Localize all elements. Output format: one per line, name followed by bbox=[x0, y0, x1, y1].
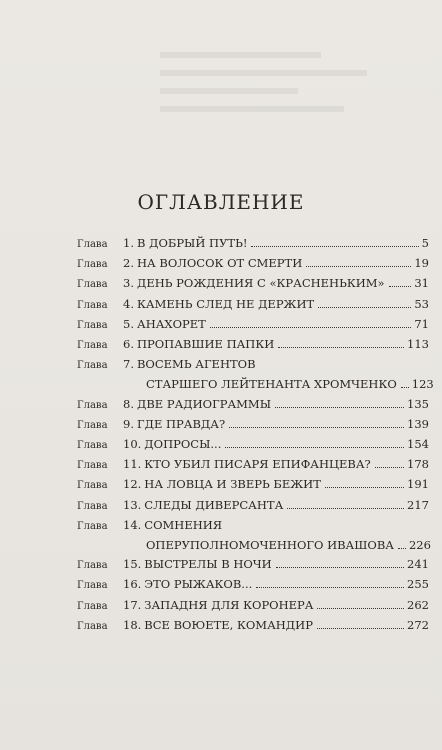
dot-leader bbox=[317, 608, 404, 609]
chapter-number: 12. bbox=[123, 477, 142, 492]
toc-entry bbox=[77, 575, 429, 595]
toc-entry bbox=[77, 475, 429, 495]
chapter-number: 6. bbox=[123, 337, 134, 352]
chapter-label: Глава bbox=[77, 239, 108, 250]
page-number: 123 bbox=[411, 377, 434, 392]
chapter-title: АНАХОРЕТ bbox=[136, 316, 206, 331]
chapter-label: Глава bbox=[77, 460, 108, 472]
chapter-number: 8. bbox=[123, 396, 134, 411]
chapter-number: 13. bbox=[123, 497, 142, 512]
chapter-number: 5. bbox=[123, 316, 134, 331]
dot-leader bbox=[229, 427, 404, 428]
chapter-title: ВСЕ ВОЮЕТЕ, КОМАНДИР bbox=[144, 617, 313, 632]
table-of-contents bbox=[77, 234, 434, 636]
chapter-number: 4. bbox=[123, 296, 134, 311]
dot-leader bbox=[375, 467, 404, 468]
chapter-label: Глава bbox=[77, 500, 108, 512]
page-title: ОГЛАВЛЕНИЕ bbox=[137, 190, 305, 214]
toc-entry bbox=[77, 496, 429, 516]
chapter-title: СОМНЕНИЯ bbox=[144, 517, 223, 532]
toc-entry bbox=[77, 516, 429, 555]
dot-leader bbox=[389, 286, 412, 287]
chapter-number: 16. bbox=[123, 577, 142, 592]
toc-entry bbox=[77, 455, 429, 475]
chapter-label: Глава bbox=[77, 340, 108, 352]
page-number: 31 bbox=[414, 276, 429, 291]
page-number: 154 bbox=[407, 437, 429, 452]
chapter-title: ДВЕ РАДИОГРАММЫ bbox=[136, 396, 272, 411]
page-number: 272 bbox=[407, 617, 429, 632]
toc-entry bbox=[77, 616, 429, 636]
toc-entry bbox=[77, 295, 429, 315]
page-number: 53 bbox=[414, 296, 429, 311]
chapter-label: Глава bbox=[77, 419, 108, 431]
dot-leader bbox=[325, 487, 404, 488]
chapter-number: 1. bbox=[123, 236, 134, 250]
dot-leader bbox=[398, 548, 406, 549]
chapter-title: КАМЕНЬ СЛЕД НЕ ДЕРЖИТ bbox=[136, 296, 315, 311]
chapter-number: 9. bbox=[123, 416, 134, 431]
chapter-title: ЗАПАДНЯ ДЛЯ КОРОНЕРА bbox=[144, 597, 314, 612]
chapter-number: 3. bbox=[123, 276, 134, 291]
chapter-title: ДОПРОСЫ... bbox=[144, 437, 222, 452]
toc-entry bbox=[77, 355, 434, 394]
dot-leader bbox=[401, 387, 409, 388]
chapter-title: СЛЕДЫ ДИВЕРСАНТА bbox=[144, 497, 284, 512]
page-number: 241 bbox=[407, 557, 429, 572]
toc-entry bbox=[77, 274, 429, 294]
chapter-title-continued: ОПЕРУПОЛНОМОЧЕННОГО ИВАШОВА bbox=[146, 538, 394, 553]
chapter-label: Глава bbox=[77, 259, 108, 271]
chapter-number: 10. bbox=[123, 437, 142, 452]
toc-entry bbox=[77, 234, 429, 254]
chapter-label: Глава bbox=[77, 560, 108, 572]
toc-entry bbox=[77, 254, 429, 274]
page-number: 19 bbox=[414, 256, 429, 271]
dot-leader bbox=[251, 246, 418, 247]
chapter-number: 15. bbox=[123, 557, 142, 572]
page-number: 71 bbox=[414, 316, 429, 331]
chapter-title: ВЫСТРЕЛЫ В НОЧИ bbox=[144, 557, 272, 572]
chapter-label: Глава bbox=[77, 620, 108, 632]
page-number: 255 bbox=[407, 577, 429, 592]
page-number: 5 bbox=[421, 236, 429, 250]
toc-entry bbox=[77, 395, 429, 415]
chapter-label: Глава bbox=[77, 319, 108, 331]
page-number: 191 bbox=[407, 477, 429, 492]
page-number: 139 bbox=[407, 416, 429, 431]
chapter-label: Глава bbox=[77, 520, 108, 532]
page-number: 226 bbox=[408, 538, 431, 553]
dot-leader bbox=[278, 347, 404, 348]
chapter-label: Глава bbox=[77, 580, 108, 592]
chapter-label: Глава bbox=[77, 279, 108, 291]
chapter-label: Глава bbox=[77, 440, 108, 452]
dot-leader bbox=[210, 327, 412, 328]
chapter-title: ПРОПАВШИЕ ПАПКИ bbox=[136, 337, 275, 352]
page-number: 178 bbox=[407, 457, 429, 472]
chapter-number: 17. bbox=[123, 597, 142, 612]
toc-entry bbox=[77, 435, 429, 455]
chapter-title: НА ВОЛОСОК ОТ СМЕРТИ bbox=[136, 256, 303, 271]
chapter-title: ЭТО РЫЖАКОВ... bbox=[144, 577, 253, 592]
chapter-title: В ДОБРЫЙ ПУТЬ! bbox=[136, 236, 248, 250]
chapter-title: НА ЛОВЦА И ЗВЕРЬ БЕЖИТ bbox=[144, 477, 321, 492]
chapter-number: 11. bbox=[123, 457, 142, 472]
chapter-title: ВОСЕМЬ АГЕНТОВ bbox=[136, 357, 256, 372]
chapter-title: КТО УБИЛ ПИСАРЯ ЕПИФАНЦЕВА? bbox=[144, 457, 371, 472]
toc-entry bbox=[77, 315, 429, 335]
bleed-through-text bbox=[160, 40, 390, 170]
chapter-title: ГДЕ ПРАВДА? bbox=[136, 416, 226, 431]
chapter-label: Глава bbox=[77, 480, 108, 492]
chapter-title: ДЕНЬ РОЖДЕНИЯ С «КРАСНЕНЬКИМ» bbox=[136, 276, 385, 291]
chapter-label: Глава bbox=[77, 299, 108, 311]
chapter-number: 14. bbox=[123, 517, 142, 532]
chapter-number: 7. bbox=[123, 357, 134, 372]
page-number: 262 bbox=[407, 597, 429, 612]
chapter-number: 18. bbox=[123, 617, 142, 632]
dot-leader bbox=[306, 266, 411, 267]
page-number: 113 bbox=[407, 337, 429, 352]
chapter-label: Глава bbox=[77, 360, 108, 372]
page-number: 135 bbox=[407, 396, 429, 411]
page-number: 217 bbox=[407, 497, 429, 512]
chapter-label: Глава bbox=[77, 399, 108, 411]
toc-entry bbox=[77, 415, 429, 435]
dot-leader bbox=[225, 447, 404, 448]
toc-entry bbox=[77, 596, 429, 616]
dot-leader bbox=[276, 567, 404, 568]
chapter-label: Глава bbox=[77, 600, 108, 612]
dot-leader bbox=[275, 407, 404, 408]
toc-entry bbox=[77, 555, 429, 575]
chapter-title-continued: СТАРШЕГО ЛЕЙТЕНАНТА ХРОМЧЕНКО bbox=[146, 377, 397, 392]
dot-leader bbox=[317, 628, 404, 629]
dot-leader bbox=[318, 307, 411, 308]
dot-leader bbox=[256, 587, 404, 588]
toc-entry bbox=[77, 335, 429, 355]
chapter-number: 2. bbox=[123, 256, 134, 271]
dot-leader bbox=[287, 508, 404, 509]
